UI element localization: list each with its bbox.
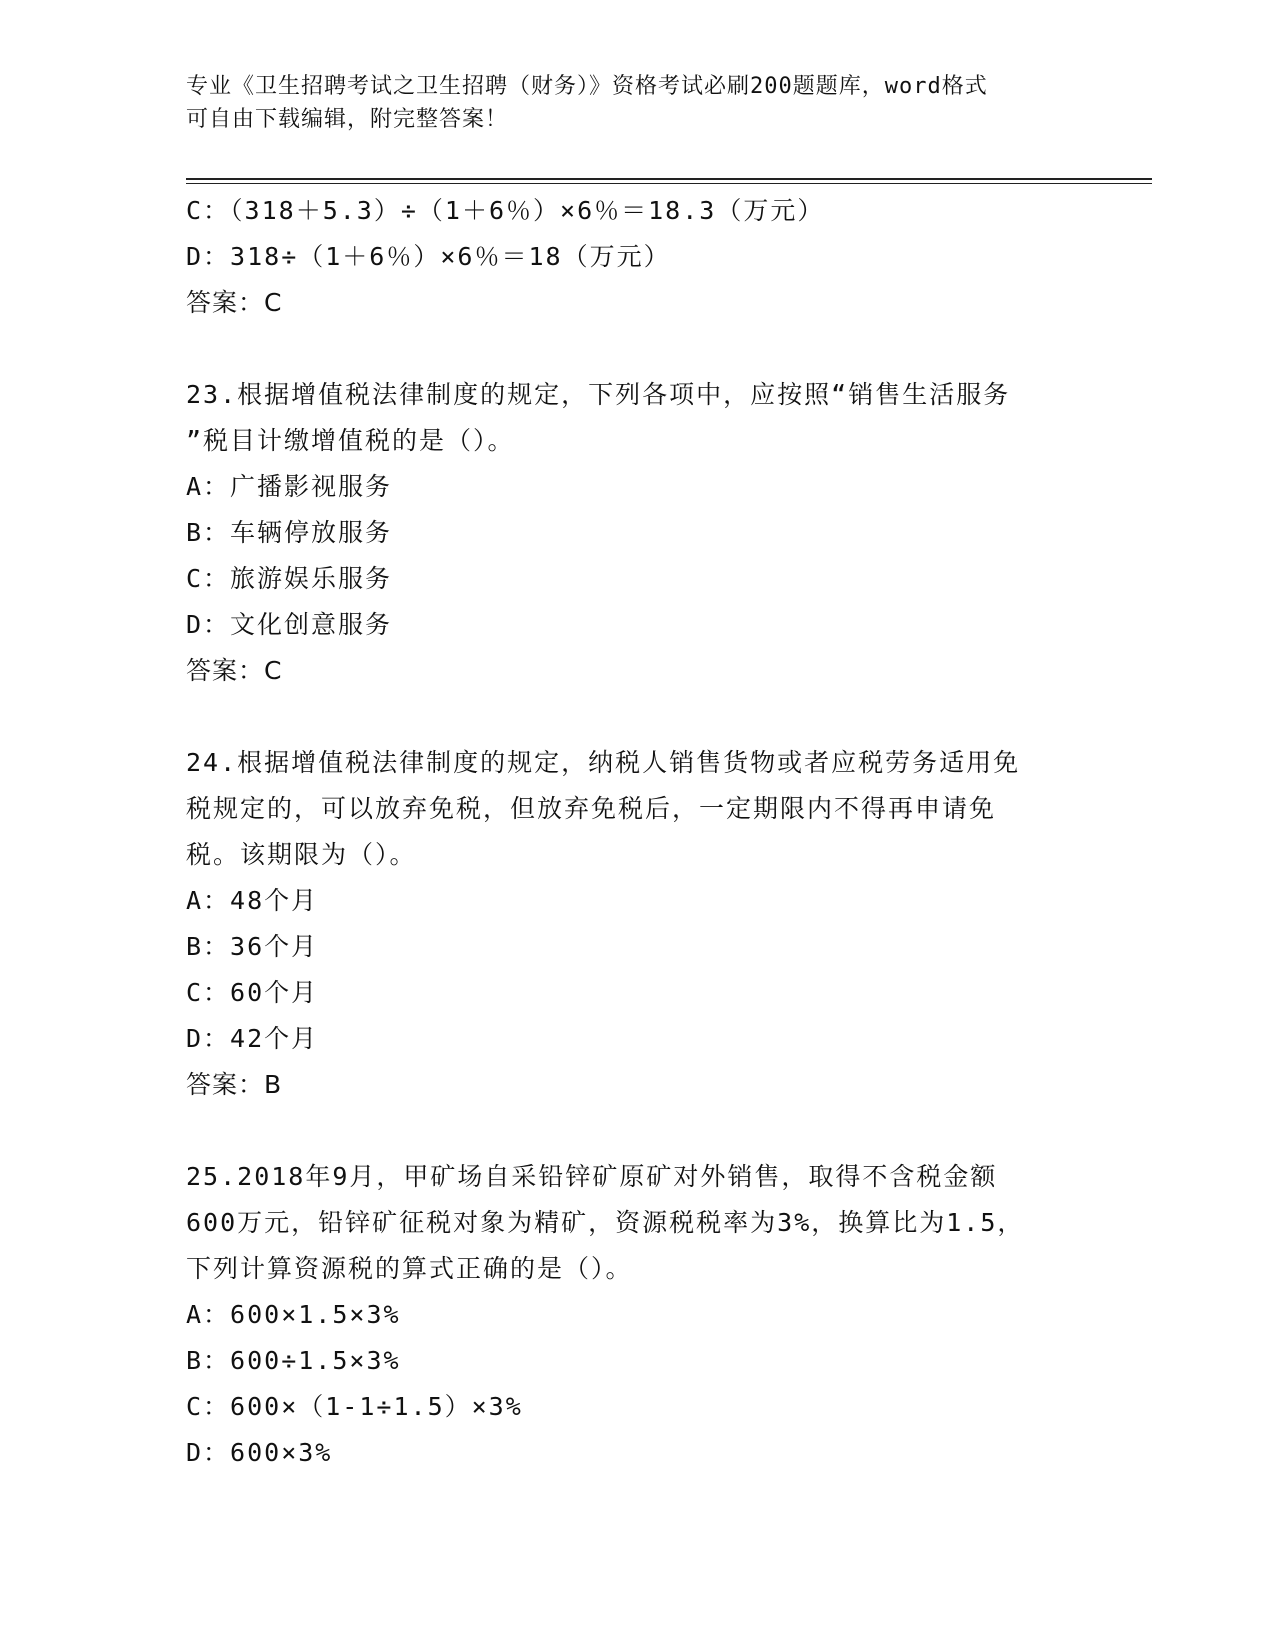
question-22-continued [186, 188, 1086, 326]
option-a: A：广播影视服务 [186, 472, 393, 501]
question-text-line: 下列计算资源税的算式正确的是（）。 [186, 1254, 633, 1283]
question-list [186, 188, 1086, 1476]
option-c: C：600×（1-1÷1.5）×3% [186, 1392, 523, 1421]
header-divider-thick [186, 178, 1152, 180]
spacer [186, 1108, 1086, 1154]
page-header [186, 70, 1086, 136]
question-text-line: ”税目计缴增值税的是（）。 [186, 426, 515, 455]
option-c: C：（318＋5.3）÷（1＋6％）×6％＝18.3（万元） [186, 196, 825, 225]
option-d: D：42个月 [186, 1024, 319, 1053]
question-text-line: 税。该期限为（）。 [186, 840, 417, 869]
answer-line: 答案：B [186, 1070, 283, 1099]
question-text-line: 25.2018年9月，甲矿场自采铅锌矿原矿对外销售，取得不含税金额 [186, 1162, 998, 1191]
question-text-line: 24.根据增值税法律制度的规定，纳税人销售货物或者应税劳务适用免 [186, 748, 1021, 777]
header-line-2: 可自由下载编辑，附完整答案！ [186, 107, 509, 132]
option-c: C：60个月 [186, 978, 319, 1007]
question-23 [186, 372, 1086, 694]
option-b: B：600÷1.5×3% [186, 1346, 401, 1375]
question-text-line: 600万元，铅锌矿征税对象为精矿，资源税税率为3%，换算比为1.5， [186, 1208, 1025, 1237]
option-a: A：600×1.5×3% [186, 1300, 401, 1329]
option-d: D：318÷（1＋6％）×6％＝18（万元） [186, 242, 671, 271]
question-25 [186, 1154, 1086, 1476]
option-b: B：36个月 [186, 932, 319, 961]
option-a: A：48个月 [186, 886, 319, 915]
option-c: C：旅游娱乐服务 [186, 564, 393, 593]
option-b: B：车辆停放服务 [186, 518, 393, 547]
question-24 [186, 740, 1086, 1108]
spacer [186, 694, 1086, 740]
option-d: D：600×3% [186, 1438, 333, 1467]
spacer [186, 326, 1086, 372]
header-line-1: 专业《卫生招聘考试之卫生招聘（财务）》资格考试必刷200题题库，word格式 [186, 74, 988, 99]
answer-line: 答案：C [186, 656, 283, 685]
question-text-line: 23.根据增值税法律制度的规定，下列各项中，应按照“销售生活服务 [186, 380, 1011, 409]
answer-line: 答案：C [186, 288, 283, 317]
question-text-line: 税规定的，可以放弃免税，但放弃免税后，一定期限内不得再申请免 [186, 794, 997, 823]
header-divider-thin [186, 183, 1152, 184]
option-d: D：文化创意服务 [186, 610, 393, 639]
